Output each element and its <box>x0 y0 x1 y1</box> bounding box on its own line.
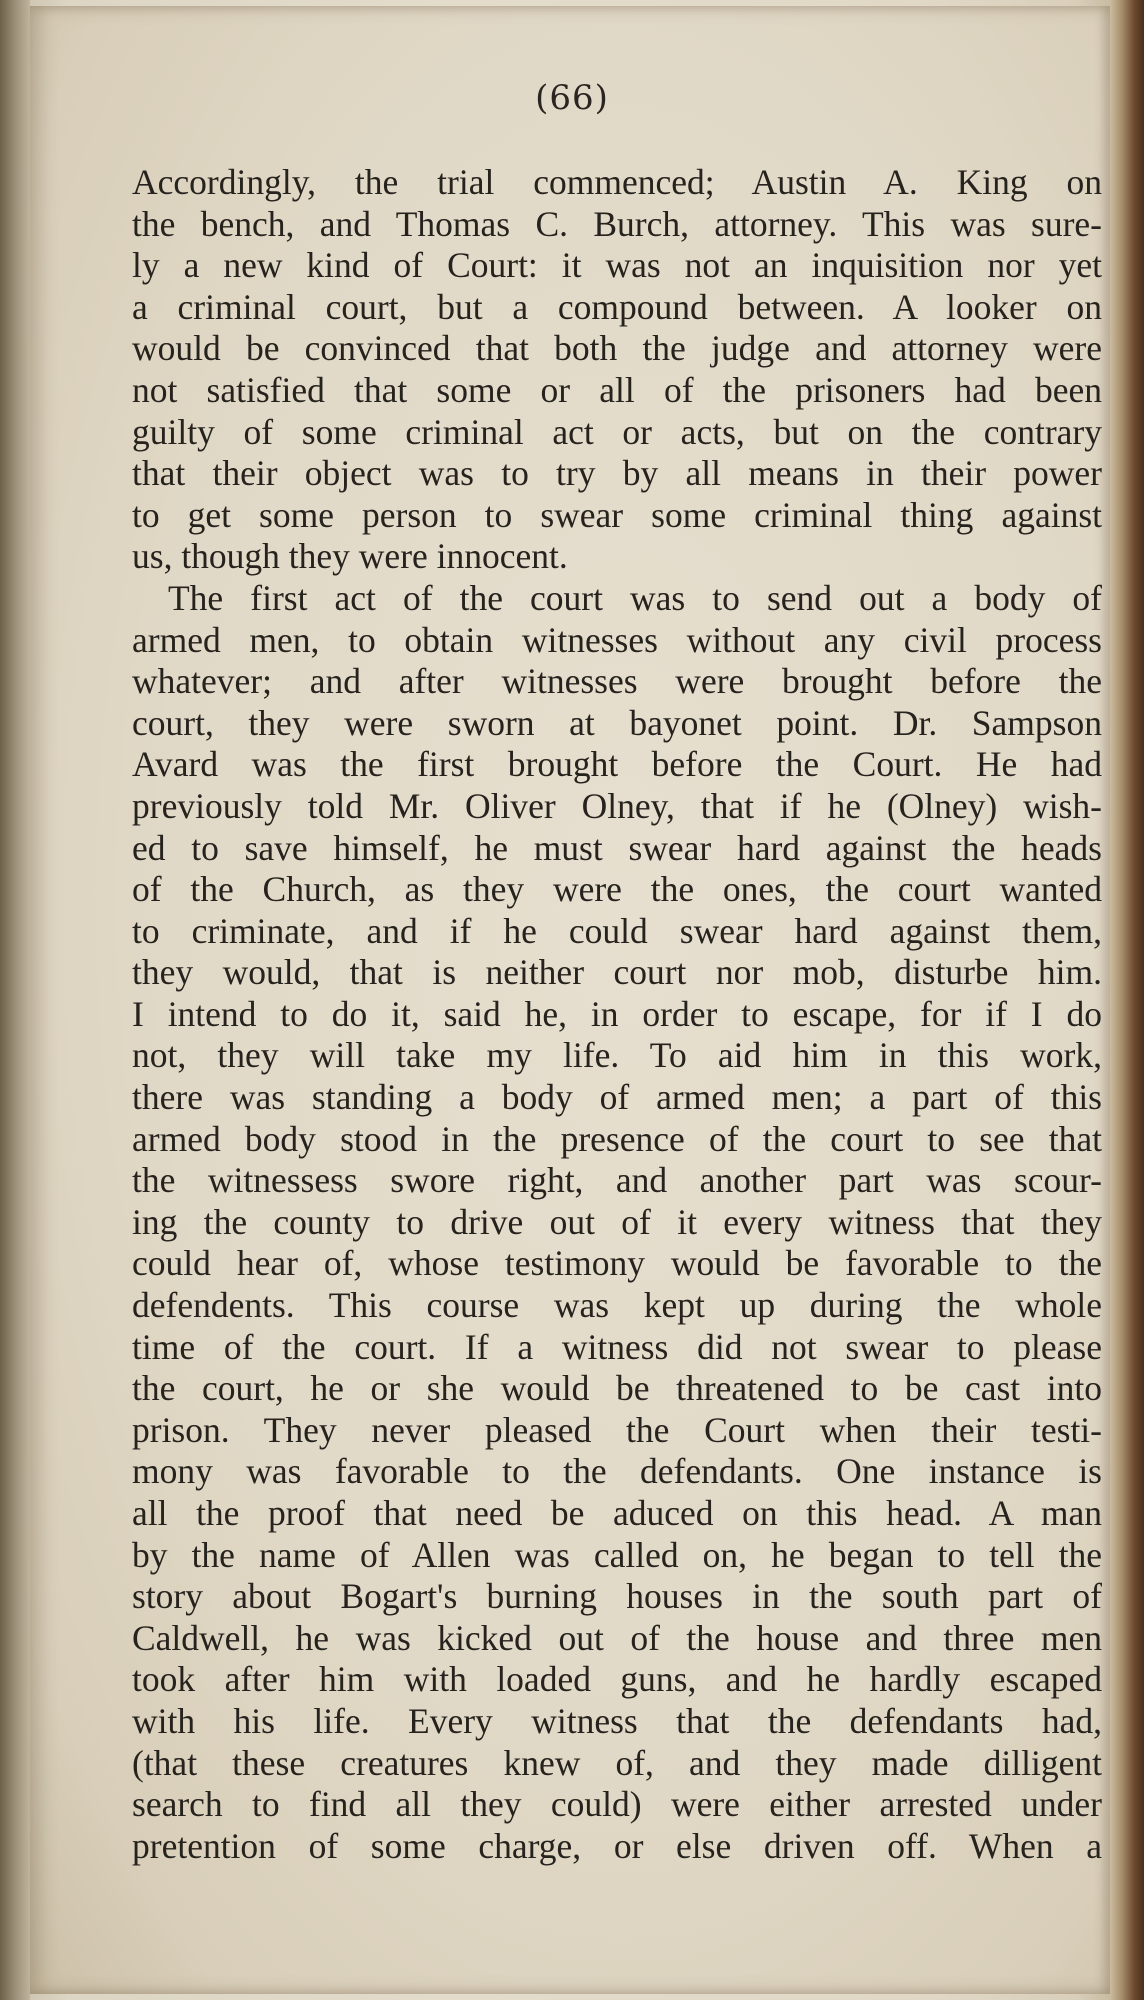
text-line: guilty of some criminal act or acts, but on the contrary <box>132 411 1102 452</box>
text-line: by the name of Allen was called on, he began to tell the <box>132 1534 1102 1575</box>
text-line: of the Church, as they were the ones, the court wanted <box>132 869 1102 910</box>
text-line: whatever; and after witnesses were brought before the <box>132 661 1102 702</box>
text-line: pretention of some charge, or else driven off. When a <box>132 1825 1102 1866</box>
text-line: armed men, to obtain witnesses without any civil process <box>132 619 1102 660</box>
text-line: would be convinced that both the judge and attorney were <box>132 328 1102 369</box>
text-line: with his life. Every witness that the defendants had, <box>132 1700 1102 1741</box>
text-line: they would, that is neither court nor mob, disturbe him. <box>132 952 1102 993</box>
text-line: not, they will take my life. To aid him in this work, <box>132 1035 1102 1076</box>
text-line: took after him with loaded guns, and he hardly escaped <box>132 1659 1102 1700</box>
text-line: armed body stood in the presence of the court to see that <box>132 1118 1102 1159</box>
text-line: ed to save himself, he must swear hard against the heads <box>132 827 1102 868</box>
text-line: not satisfied that some or all of the prisoners had been <box>132 369 1102 410</box>
text-line: the witnessess swore right, and another part was scour- <box>132 1160 1102 1201</box>
text-line: to criminate, and if he could swear hard against them, <box>132 910 1102 951</box>
text-line: us, though they were innocent. <box>132 536 568 577</box>
page-edge-right <box>1110 0 1144 2000</box>
text-line: all the proof that need be aduced on this head. A man <box>132 1493 1102 1533</box>
page-number: (66) <box>535 78 609 118</box>
text-line: time of the court. If a witness did not swear to please <box>132 1326 1102 1367</box>
text-line: mony was favorable to the defendants. One instance is <box>132 1451 1102 1492</box>
text-line: previously told Mr. Oliver Olney, that if he (Olney) wish- <box>132 785 1102 826</box>
text-line: ing the county to drive out of it every witness that they <box>132 1201 1102 1242</box>
text-line: Avard was the first brought before the Court. He had <box>132 744 1102 785</box>
text-line: The first act of the court was to send out a body of <box>168 577 1102 618</box>
text-line: search to find all they could) were either arrested under <box>132 1784 1102 1825</box>
text-line: I intend to do it, said he, in order to escape, for if I do <box>132 993 1102 1034</box>
text-line: ly a new kind of Court: it was not an inquisition nor yet <box>132 245 1102 286</box>
text-line: there was standing a body of armed men; a part of this <box>132 1077 1102 1118</box>
book-spine-edge <box>0 0 30 2000</box>
text-line: Caldwell, he was kicked out of the house and three men <box>132 1617 1102 1658</box>
text-line: Accordingly, the trial commenced; Austin A. King on <box>132 162 1102 202</box>
text-line: the court, he or she would be threatened to be cast into <box>132 1368 1102 1409</box>
text-line: prison. They never pleased the Court when their testi- <box>132 1409 1102 1450</box>
text-line: (that these creatures knew of, and they made dilligent <box>132 1742 1102 1783</box>
text-line: a criminal court, but a compound between. A looker on <box>132 286 1102 327</box>
text-line: story about Bogart's burning houses in the south part of <box>132 1576 1102 1617</box>
text-line: could hear of, whose testimony would be favorable to the <box>132 1243 1102 1284</box>
text-line: defendents. This course was kept up during the whole <box>132 1285 1102 1326</box>
text-line: the bench, and Thomas C. Burch, attorney. This was sure- <box>132 203 1102 244</box>
body-text <box>132 162 1102 1867</box>
text-line: that their object was to try by all means in their power <box>132 453 1102 494</box>
text-line: to get some person to swear some criminal thing against <box>132 494 1102 535</box>
text-line: court, they were sworn at bayonet point. Dr. Sampson <box>132 702 1102 743</box>
